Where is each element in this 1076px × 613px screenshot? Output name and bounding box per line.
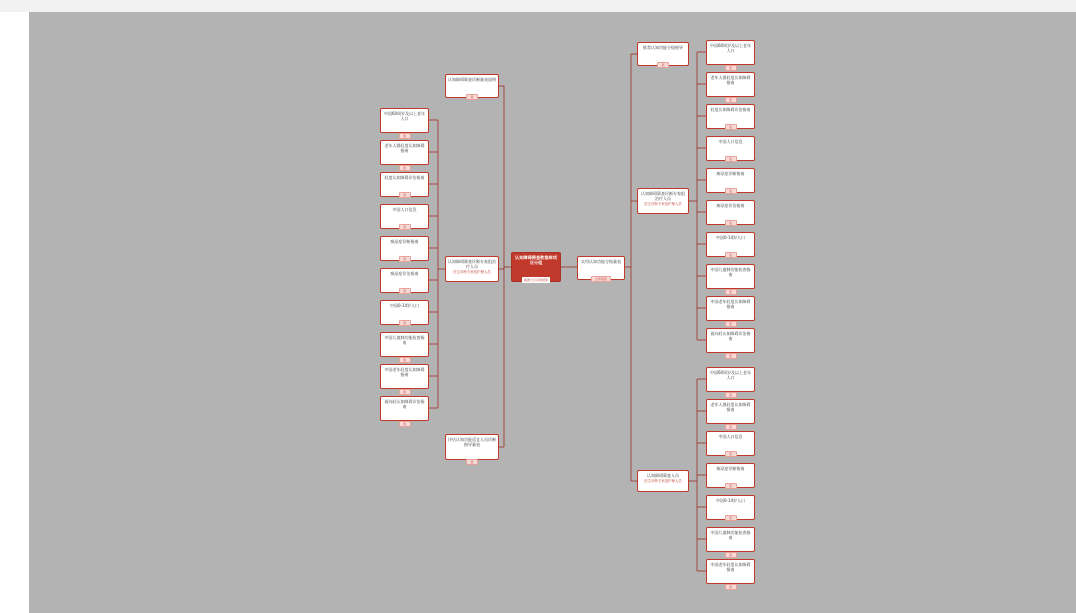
leaf-tag: 表 (399, 256, 411, 262)
leaf-label: 痴呆症诊断指南 (716, 171, 745, 176)
left-leaf-node[interactable] (380, 204, 429, 229)
right-branch-label: 认知障碍筛查人员 (647, 473, 679, 478)
leaf-tag: 表 (725, 188, 737, 194)
leaf-tag: 表 (399, 165, 411, 171)
leaf-label: 中国老年轻度认知障碍指南 (710, 562, 751, 572)
leaf-tag: 表 (725, 97, 737, 103)
leaf-tag: 表 (725, 451, 737, 457)
leaf-tag: 表 (399, 192, 411, 198)
right-main-node[interactable] (577, 256, 625, 280)
leaf-tag: 表 (725, 252, 737, 258)
leaf-label: 中国老年轻度认知障碍指南 (384, 367, 425, 377)
leaf-label: 面向轻认知障碍诊治指南 (710, 331, 751, 341)
leaf-tag: 表 (399, 320, 411, 326)
right-branch-label: 推荐认知功能分级指导 (643, 45, 683, 50)
leaf-tag: 表 (725, 392, 737, 398)
root-node-tag: 截图大字识别结果 (523, 278, 548, 282)
right-leaf-node[interactable] (706, 328, 755, 358)
leaf-tag: 表 (725, 289, 737, 295)
right-main-label: 实用认知功能分级量表 (581, 259, 621, 264)
leaf-label: 中国儿童肺功能检查指南 (384, 335, 425, 345)
leaf-label: 中国儿童肺功能检查指南 (710, 530, 751, 540)
right-leaf-node[interactable] (706, 367, 755, 397)
leaf-tag: 表 (725, 483, 737, 489)
left-branch-node[interactable] (445, 256, 499, 282)
leaf-label: 中国人口信息 (718, 434, 743, 439)
root-node[interactable] (511, 252, 561, 282)
leaf-tag: 表 (725, 424, 737, 430)
right-leaf-node[interactable] (706, 296, 755, 326)
leaf-tag: 表 (399, 357, 411, 363)
right-branch-node[interactable] (637, 470, 689, 492)
left-leaf-node[interactable] (380, 268, 429, 293)
root-node-label: 认知障碍筛查数据库项目分组 (515, 255, 557, 265)
leaf-tag: 表 (725, 321, 737, 327)
leaf-label: 痴呆症诊治指南 (716, 203, 745, 208)
leaf-label: 老年人群轻度认知障碍指南 (710, 402, 751, 412)
left-branch-node[interactable] (445, 434, 499, 464)
right-leaf-node[interactable] (706, 136, 755, 161)
top-toolbar (0, 0, 1076, 12)
left-branch-label: 认知障碍筛查诊断专家组治疗人员 (448, 259, 496, 269)
right-branch-node[interactable] (637, 42, 689, 66)
leaf-label: 中国人口信息 (718, 139, 743, 144)
right-leaf-node[interactable] (706, 463, 755, 488)
leaf-label: 中国老年轻度认知障碍指南 (710, 299, 751, 309)
left-branch-node[interactable] (445, 74, 499, 98)
leaf-tag: 表 (399, 224, 411, 230)
leaf-tag: 表 (399, 389, 411, 395)
left-leaf-node[interactable] (380, 236, 429, 261)
right-leaf-node[interactable] (706, 527, 755, 557)
leaf-label: 面向轻认知障碍诊治指南 (384, 399, 425, 409)
right-leaf-node[interactable] (706, 200, 755, 225)
left-leaf-node[interactable] (380, 396, 429, 426)
leaf-label: 中国60周岁及以上老年人口 (383, 111, 426, 121)
leaf-tag: 表 (725, 552, 737, 558)
left-leaf-node[interactable] (380, 364, 429, 394)
leaf-tag: 表 (399, 133, 411, 139)
right-main-tag: 全年龄段 (591, 276, 611, 282)
right-branch-node[interactable] (637, 188, 689, 214)
leaf-label: 痴呆症诊治指南 (390, 271, 419, 276)
right-branch-sub: 医生诊断专家组护理人员 (644, 479, 682, 483)
left-leaf-node[interactable] (380, 172, 429, 197)
leaf-tag: 表 (725, 584, 737, 590)
leaf-label: 中国60周岁及以上老年人口 (709, 370, 752, 380)
left-branch-label: 认知障碍筛查诊断量表说明 (448, 77, 496, 82)
left-branch-label: 评估认知功能适宜人员诊断指导量表 (448, 437, 496, 447)
right-leaf-node[interactable] (706, 431, 755, 456)
right-leaf-node[interactable] (706, 72, 755, 102)
left-leaf-node[interactable] (380, 140, 429, 170)
right-branch-tag: 表 (657, 62, 669, 68)
leaf-label: 痴呆症诊断指南 (716, 466, 745, 471)
left-branch-sub: 医生诊断专家组护理人员 (453, 270, 491, 274)
connector-lines (29, 12, 1076, 613)
left-leaf-node[interactable] (380, 332, 429, 362)
leaf-tag: 表 (399, 288, 411, 294)
leaf-tag: 表 (725, 353, 737, 359)
leaf-tag: 表 (399, 421, 411, 427)
right-branch-sub: 医生诊断专家组护理人员 (644, 202, 682, 206)
leaf-tag: 表 (725, 515, 737, 521)
right-branch-label: 认知障碍筛查诊断专家组治疗人员 (641, 191, 685, 201)
right-leaf-node[interactable] (706, 264, 755, 294)
right-leaf-node[interactable] (706, 104, 755, 129)
right-leaf-node[interactable] (706, 399, 755, 429)
right-leaf-node[interactable] (706, 495, 755, 520)
left-leaf-node[interactable] (380, 300, 429, 325)
leaf-label: 中国0-14岁人口 (715, 498, 746, 503)
left-sidebar-strip (0, 12, 29, 613)
leaf-label: 轻度认知障碍诊治指南 (384, 175, 425, 180)
leaf-tag: 表 (725, 220, 737, 226)
leaf-label: 中国人口信息 (392, 207, 417, 212)
right-leaf-node[interactable] (706, 232, 755, 257)
leaf-label: 轻度认知障碍诊治指南 (710, 107, 751, 112)
leaf-label: 痴呆症诊断指南 (390, 239, 419, 244)
leaf-label: 中国0-14岁人口 (389, 303, 420, 308)
left-branch-tag: 表 (466, 459, 478, 465)
leaf-label: 中国60周岁及以上老年人口 (709, 43, 752, 53)
right-leaf-node[interactable] (706, 40, 755, 70)
leaf-label: 老年人群轻度认知障碍指南 (710, 75, 751, 85)
leaf-tag: 表 (725, 65, 737, 71)
right-leaf-node[interactable] (706, 559, 755, 589)
leaf-tag: 表 (725, 156, 737, 162)
left-branch-tag: 表 (466, 94, 478, 100)
leaf-label: 中国0-14岁人口 (715, 235, 746, 240)
leaf-label: 老年人群轻度认知障碍指南 (384, 143, 425, 153)
right-leaf-node[interactable] (706, 168, 755, 193)
left-leaf-node[interactable] (380, 108, 429, 138)
leaf-label: 中国儿童肺功能检查指南 (710, 267, 751, 277)
leaf-tag: 表 (725, 124, 737, 130)
mindmap-canvas[interactable] (29, 12, 1076, 613)
